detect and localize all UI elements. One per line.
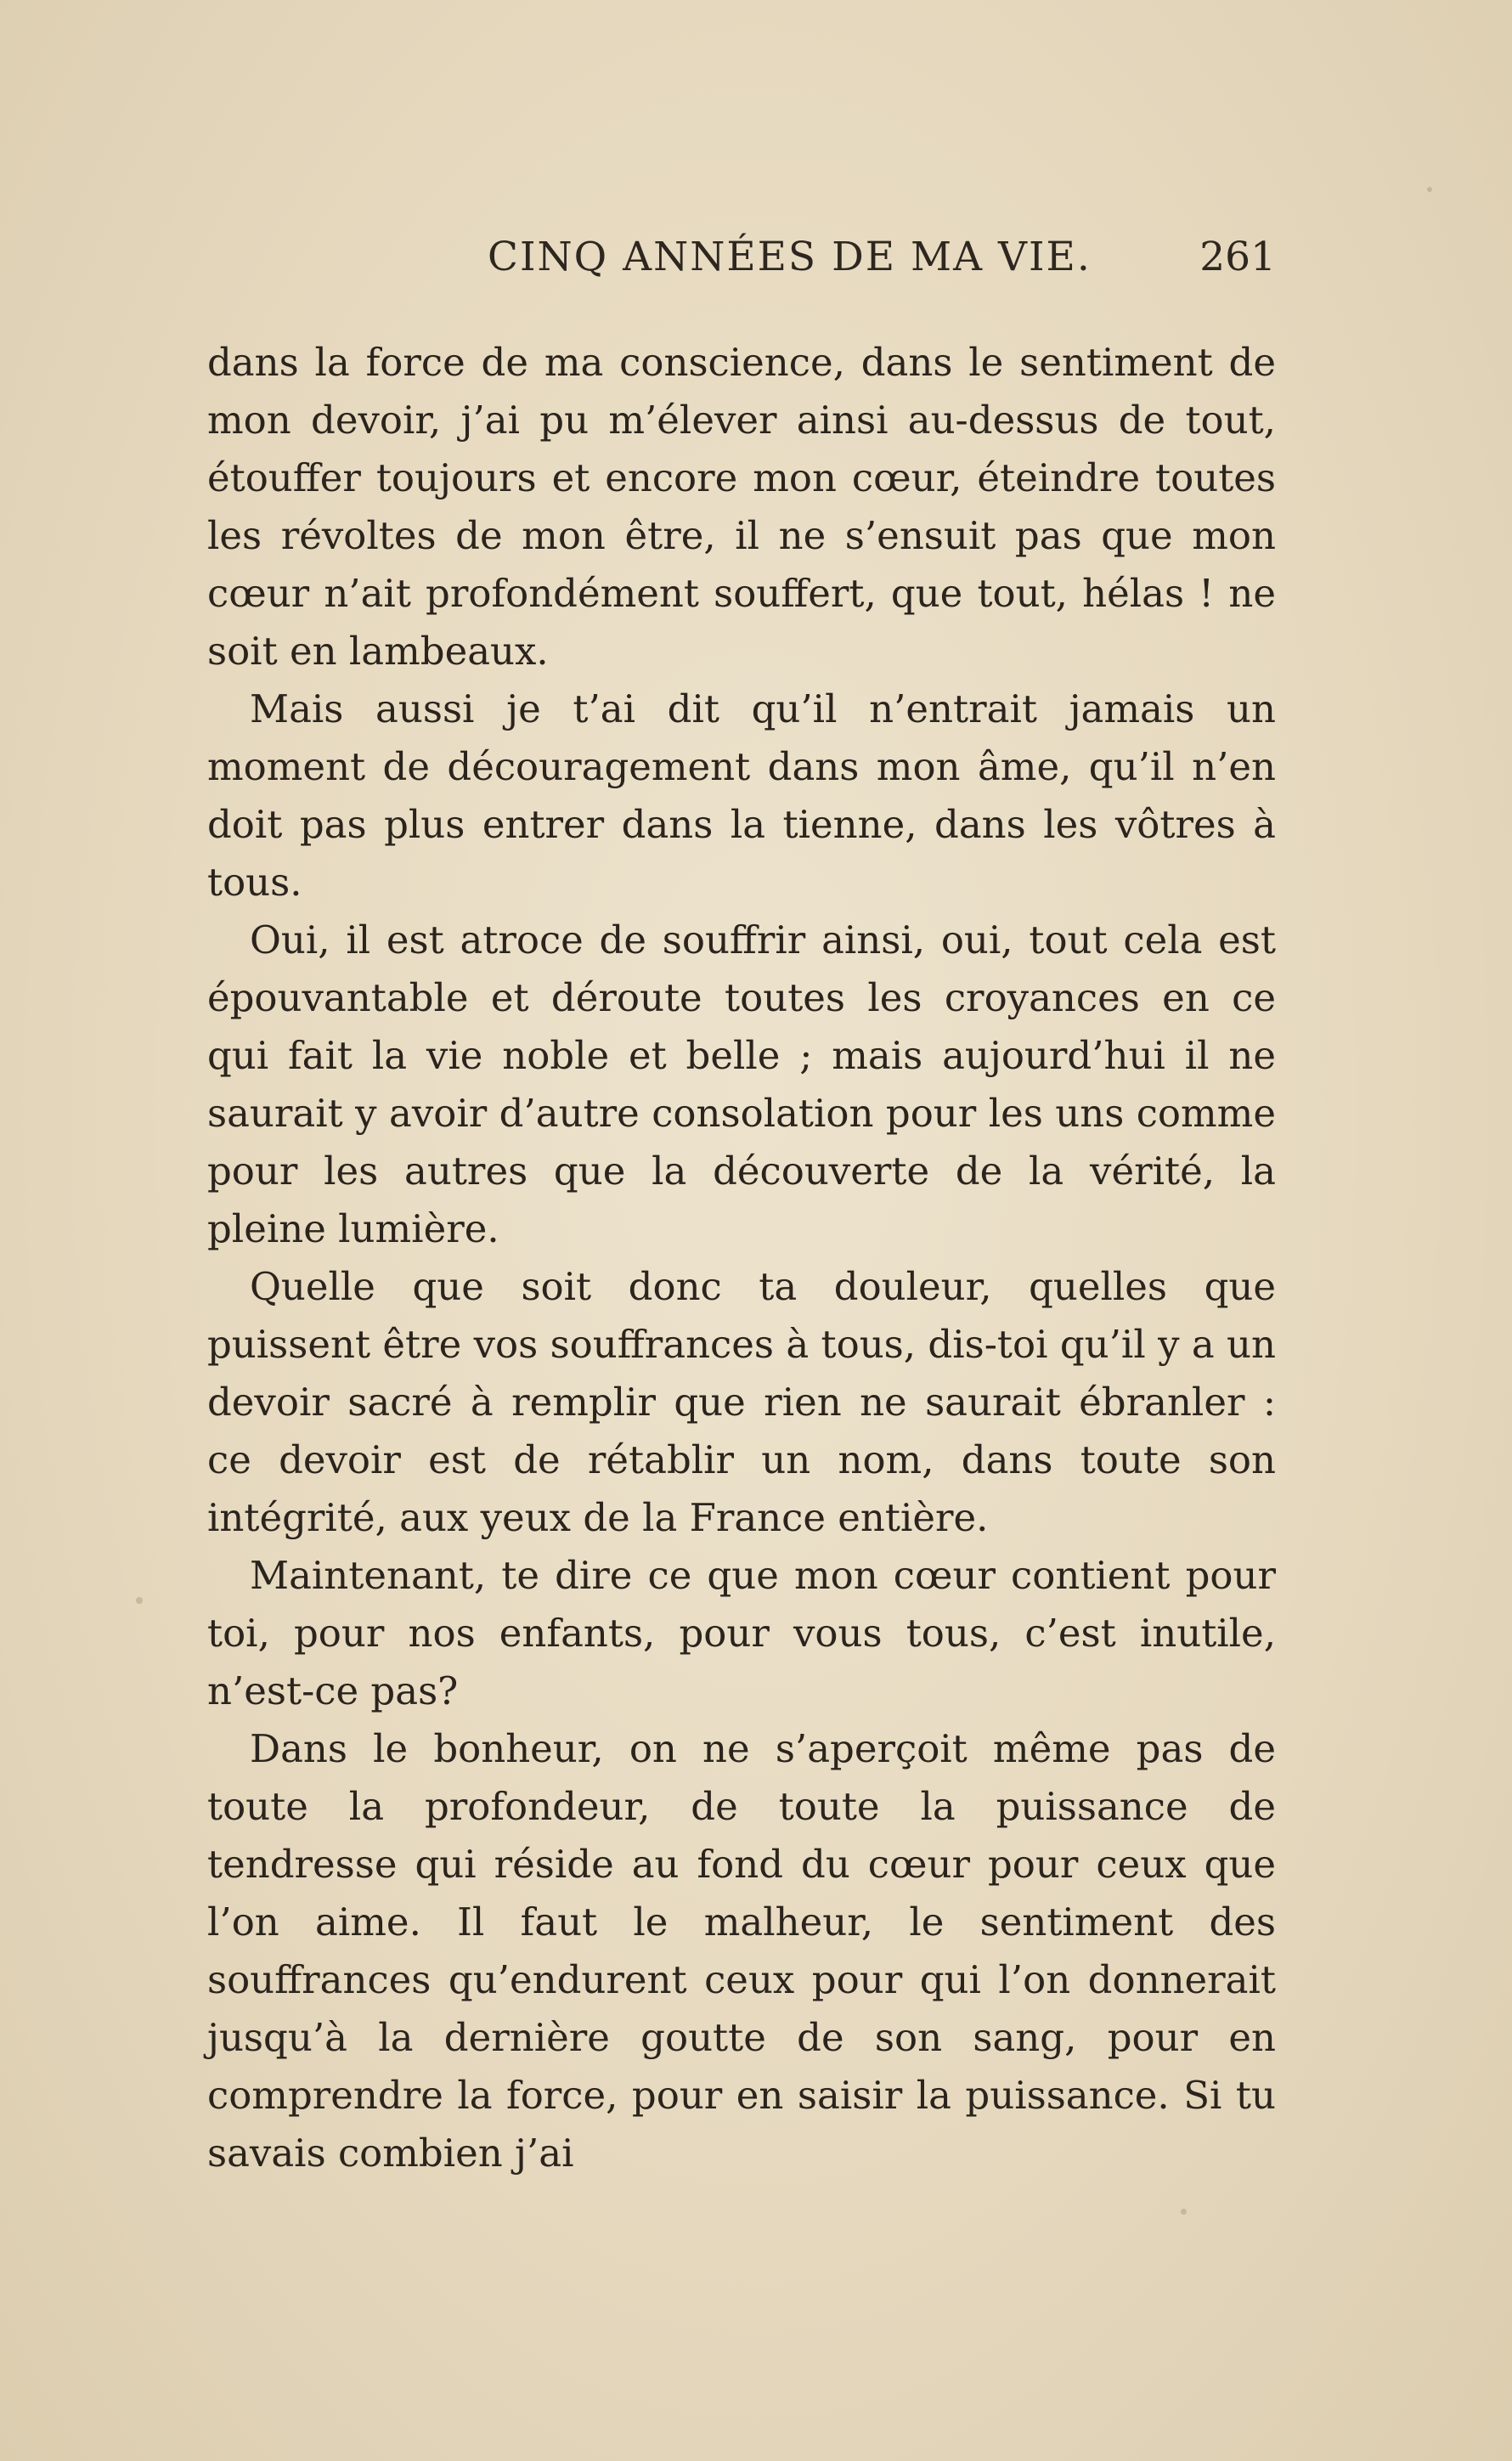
paragraph: Mais aussi je t’ai dit qu’il n’entrait jamais un moment de découragement dans mon âme, qu’il n’en doit pas plus entrer dans la tienne, dans les vôtres à tous. xyxy=(207,686,1276,905)
paper-speck xyxy=(1181,2209,1187,2215)
paragraph: Dans le bonheur, on ne s’aperçoit même pas de toute la profondeur, de toute la puissance de tendresse qui réside au fond du cœur pour ceux que l’on aime. Il faut le malheur, le sentiment des souffrances qu’endurent ceux pour qui l’on donnerait jusqu’à la dernière goutte de son sang, pour en comprendre la force, pour en saisir la puissance. Si tu savais combien j’ai xyxy=(207,1726,1276,2176)
body-text xyxy=(207,334,1276,2182)
paragraph: Maintenant, te dire ce que mon cœur contient pour toi, pour nos enfants, pour vous tous, c’est inutile, n’est-ce pas? xyxy=(207,1553,1276,1713)
paper-speck xyxy=(1427,187,1432,192)
running-title: CINQ ANNÉES DE MA VIE. xyxy=(488,234,1092,280)
page-number: 261 xyxy=(1199,234,1276,280)
paper-speck xyxy=(136,1597,143,1604)
paragraph: Oui, il est atroce de souffrir ainsi, oui, tout cela est épouvantable et déroute toutes les croyances en ce qui fait la vie noble et belle ; mais aujourd’hui il ne saurait y avoir d’autre consolation pour les uns comme pour les autres que la découverte de la vérité, la pleine lumière. xyxy=(207,917,1276,1251)
page-header xyxy=(207,234,1276,293)
paragraph: dans la force de ma conscience, dans le sentiment de mon devoir, j’ai pu m’élever ainsi au-dessus de tout, étouffer toujours et encore mon cœur, éteindre toutes les révoltes de mon être, il ne s’ensuit pas que mon cœur n’ait profondément souffert, que tout, hélas ! ne soit en lambeaux. xyxy=(207,340,1276,674)
paragraph: Quelle que soit donc ta douleur, quelles que puissent être vos souffrances à tous, dis-toi qu’il y a un devoir sacré à remplir que rien ne saurait ébranler : ce devoir est de rétablir un nom, dans toute son intégrité, aux yeux de la France entière. xyxy=(207,1264,1276,1540)
